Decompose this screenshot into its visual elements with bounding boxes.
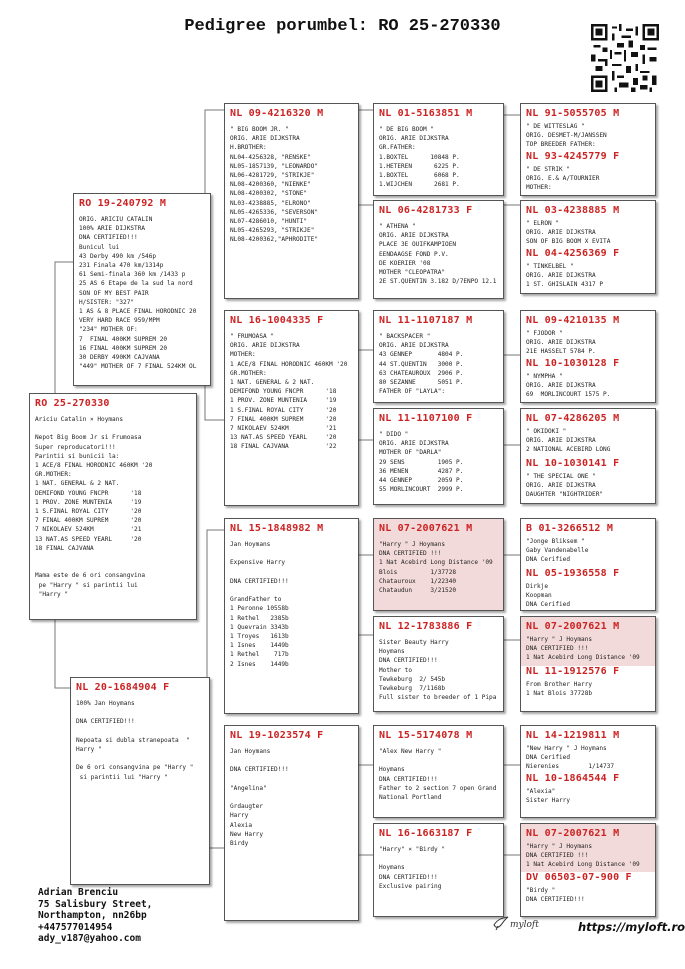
grandsire-paternal-notes: " BIG BOOM JR. " ORIG. ARIE DIJKSTRA H.BROTHER: NL04-4256328, "RENSKE" NL05-1857139, "LEONARDO" NL06-4281729, "STRIKJE" NL08-4200360, "NIENKE" NL08-4200302, "STONE" NL03-4238885, "ELRONO" NL05-4265336, "SEVERSON" NL07-4286010, "HUNTI" NL05-4265293, "STRIKJE" NL08-4200362,"APHRODITE" [230,126,319,244]
g4-ring-10: NL 05-1936558 F [526,568,620,579]
g4-notes-9: "Jonge Bliksem " Gaby Vandenabelle DNA Cerified [526,538,589,564]
g4-pair-8 [520,823,656,917]
g4-notes-2: " DE STRIK " ORIG. E.& A/TOURNIER MOTHER: [526,166,600,192]
g4-ring-2: NL 93-4245779 F [526,151,620,162]
granddam-maternal-card [224,725,359,921]
granddam-paternal-ring: NL 16-1004335 F [230,315,324,326]
subject-ring: RO 25-270330 [35,398,110,409]
ggp-card-2 [373,200,504,299]
dam-ring: NL 20-1684904 F [76,682,170,693]
website-link[interactable]: https://myloft.ro [578,920,685,934]
g4-notes-12: From Brother Harry 1 Nat Blois 37728b [526,681,593,698]
ggp-notes-1: " DE BIG BOOM " ORIG. ARIE DIJKSTRA GR.FATHER: 1.BOXTEL 10848 P. 1.HETEREN 6225 P. 1.BOXTEL 6068 P. 1.WIJCHEN 2681 P. [379,126,460,189]
g4-ring-7: NL 07-4286205 M [526,413,620,424]
granddam-maternal-ring: NL 19-1023574 F [230,730,324,741]
g4-notes-13: "New Harry " J Hoymans DNA Cerified Nierenies 1/14737 [526,745,615,771]
grandsire-maternal-ring: NL 15-1848982 M [230,523,324,534]
g4-pair-4 [520,408,656,504]
g4-pair-7 [520,725,656,818]
ggp-ring-6: NL 12-1783886 F [379,621,473,632]
g4-notes-4: " TINKELBEL " ORIG. ARIE DIJKSTRA 1 ST. GHISLAIN 4317 P [526,263,604,289]
sire-ring: RO 19-240792 M [79,198,167,209]
grandsire-maternal-card [224,518,359,714]
g4-notes-1: " DE WITTESLAG " ORIG. DESMET-M/JANSSEN TOP BREEDER FATHER: [526,123,607,149]
g4-ring-12: NL 11-1912576 F [526,666,620,677]
g4-notes-3: " ELRON " ORIG. ARIE DIJKSTRA SON OF BIG BOOM X EVITA [526,220,611,246]
ggp-card-8 [373,823,504,917]
ggp-notes-2: " ATHENA " ORIG. ARIE DIJKSTRA PLACE 3E OUIFKAMPIOEN EENDAAGSE FOND P.V. DE KOERIER '08 MOTHER "CLEOPATRA" 2E ST.QUENTIN 3.182 D/7ENPO 12.1 [379,223,497,286]
dove-logo-icon [492,914,510,932]
g4-ring-9: B 01-3266512 M [526,523,614,534]
subject-card [29,393,197,620]
ggp-notes-4: " DIDO " ORIG. ARIE DIJKSTRA MOTHER OF "DARLA" 29 SENS 1905 P. 36 MENEN 4287 P. 44 GENNEP 2059 P. 55 MORLINCOURT 2999 P. [379,431,464,494]
ggp-notes-7: "Alex New Harry " Hoymans DNA CERTIFIED!!! Father to 2 section 7 open Grand National Portland [379,748,497,802]
g4-notes-5: " FJODOR " ORIG. ARIE DIJKSTRA 21E HASSELT 5784 P. [526,330,596,356]
ggp-ring-3: NL 11-1107187 M [379,315,473,326]
granddam-maternal-notes: Jan Hoymans DNA CERTIFIED!!! "Angelina" Grdaugter Harry Alexia New Harry Birdy [230,748,289,848]
g4-ring-16: DV 06503-07-900 F [526,872,632,883]
g4-ring-3: NL 03-4238885 M [526,205,620,216]
g4-notes-10: Dirkje Koopman DNA Cerified [526,583,571,609]
ggp-ring-4: NL 11-1107100 F [379,413,473,424]
g4-notes-16: "Birdy " DNA CERTIFIED!!! [526,887,585,904]
ggp-ring-8: NL 16-1663187 F [379,828,473,839]
ggp-ring-1: NL 01-5163851 M [379,108,473,119]
ggp-ring-2: NL 06-4281733 F [379,205,473,216]
g4-pair-6 [520,616,656,712]
subject-notes: Ariciu Catalin × Hoymans Nepot Big Boom Jr si Frumoasa Super reproducatori!!! Parintii si bunicii la: 1 ACE/8 FINAL HORODNIC 460KM '20 GR.MOTHER: 1 NAT. GENERAL & 2 NAT. DEMIFOND YOUNG FNCPR '18 1 PROV. ZONE MUNTENIA '19 1 S.FINAL ROYAL CITY '20 7 FINAL 400KM SUPREM '20 7 NIKOLAEV 524KM '21 13 NAT.AS SPEED YEARL '20 18 FINAL CAJVANA Mama este de 6 ori consangvina pe "Harry " si parintii lui "Harry " [35,416,153,598]
ggp-notes-8: "Harry" × "Birdy " Hoymans DNA CERTIFIED!!! Exclusive pairing [379,846,446,890]
g4-notes-14: "Alexia" Sister Harry [526,788,571,805]
ggp-notes-5: "Harry " J Hoymans DNA CERTIFIED !!! 1 Nat Acebird Long Distance '09 Blois 1/37728 Chatauroux 1/22340 Chataudun 3/21520 [379,541,493,595]
grandsire-paternal-ring: NL 09-4216320 M [230,108,324,119]
g4-pair-2 [520,200,656,294]
brand-name: myloft [510,920,539,930]
g4-pair-5 [520,518,656,611]
ggp-card-7 [373,725,504,818]
granddam-paternal-card [224,310,359,506]
granddam-paternal-notes: " FRUMOASA " ORIG. ARIE DIJKSTRA MOTHER: 1 ACE/8 FINAL HORODNIC 460KM '20 GR.MOTHER: 1 NAT. GENERAL & 2 NAT. DEMIFOND YOUNG FNCPR '18 1 PROV. ZONE MUNTENIA '19 1 S.FINAL ROYAL CITY '20 7 FINAL 400KM SUPREM '20 7 NIKOLAEV 524KM '21 13 NAT.AS SPEED YEARL '20 18 FINAL CAJVANA '22 [230,333,348,451]
g4-ring-5: NL 09-4210135 M [526,315,620,326]
g4-pair-1 [520,103,656,196]
dam-notes: 100% Jan Hoymans DNA CERTIFIED!!! Nepoata si dubla stranepoata " Harry " De 6 ori consangvina pe "Harry " si parintii lui "Harry " [76,700,194,781]
g4-ring-15: NL 07-2007621 M [526,828,620,839]
g4-ring-13: NL 14-1219811 M [526,730,620,741]
ggp-card-4 [373,408,504,505]
ggp-card-5 [373,518,504,611]
g4-ring-1: NL 91-5055705 M [526,108,620,119]
g4-notes-8: " THE SPECIAL ONE " ORIG. ARIE DIJKSTRA DAUGHTER "NIGHTRIDER" [526,473,604,499]
ggp-notes-6: Sister Beauty Harry Hoymans DNA CERTIFIED!!! Mother to Tewkeburg 2/ 545b Tewkeburg 7/1168b Full sister to breeder of 1 Pipa [379,639,497,702]
g4-pair-3 [520,310,656,403]
g4-ring-11: NL 07-2007621 M [526,621,620,632]
grandsire-paternal-card [224,103,359,299]
ggp-card-3 [373,310,504,403]
sire-card [73,193,211,386]
grandsire-maternal-notes: Jan Hoymans Expensive Harry DNA CERTIFIED!!! GrandFather to 1 Peronne 10558b 1 Rethel 2385b 1 Quevrain 3343b 1 Troyes 1613b 1 Isnes 1449b 1 Rethel 717b 2 Isnes 1449b [230,541,289,668]
sire-notes: ORIG. ARICIU CATALIN 100% ARIE DIJKSTRA DNA CERTIFIED!!! Bunicul lui 43 Derby 490 km /546p 231 Finala 470 km/1314p 61 Semi-finala 360 km /1433 p 25 AS 6 Etape de la sud la nord SON OF MY BEST PAIR H/SISTER: "327" 1 AS & 8 PLACE FINAL HORODNIC 20 VERY HARD RACE 959/MPM "234" MOTHER OF: 7 FINAL 400KM SUPREM 20 16 FINAL 400KM SUPREM 20 30 DERBY 490KM CAJVANA "449" MOTHER OF 7 FINAL 524KM OL [79,216,197,371]
g4-ring-6: NL 10-1030128 F [526,358,620,369]
g4-notes-7: " OKIDOKI " ORIG. ARIE DIJKSTRA 2 NATIONAL ACEBIRD LONG [526,428,611,454]
owner-address: Adrian Brenciu 75 Salisbury Street, Northampton, nn26bp +447577014954 ady_v187@yahoo.com [38,887,153,944]
ggp-notes-3: " BACKSPACER " ORIG. ARIE DIJKSTRA 43 GENNEP 4804 P. 44 ST.QUENTIN 3000 P. 63 CHATEAUROUX 2906 P. 80 SEZANNE 5051 P. FATHER OF "LAYLA": [379,333,464,396]
ggp-card-6 [373,616,504,712]
dam-card [70,677,210,885]
ggp-ring-5: NL 07-2007621 M [379,523,473,534]
ggp-card-1 [373,103,504,196]
g4-notes-15: "Harry " J Hoymans DNA CERTIFIED !!! 1 Nat Acebird Long Distance '09 [526,843,640,869]
g4-notes-11: "Harry " J Hoymans DNA CERTIFIED !!! 1 Nat Acebird Long Distance '09 [526,636,640,662]
g4-ring-8: NL 10-1030141 F [526,458,620,469]
page-title: Pedigree porumbel: RO 25-270330 [184,17,501,36]
g4-ring-4: NL 04-4256369 F [526,248,620,259]
ggp-ring-7: NL 15-5174078 M [379,730,473,741]
g4-ring-14: NL 10-1864544 F [526,773,620,784]
g4-notes-6: " NYMPHA " ORIG. ARIE DIJKSTRA 69 MORLINCOURT 1575 P. [526,373,611,399]
